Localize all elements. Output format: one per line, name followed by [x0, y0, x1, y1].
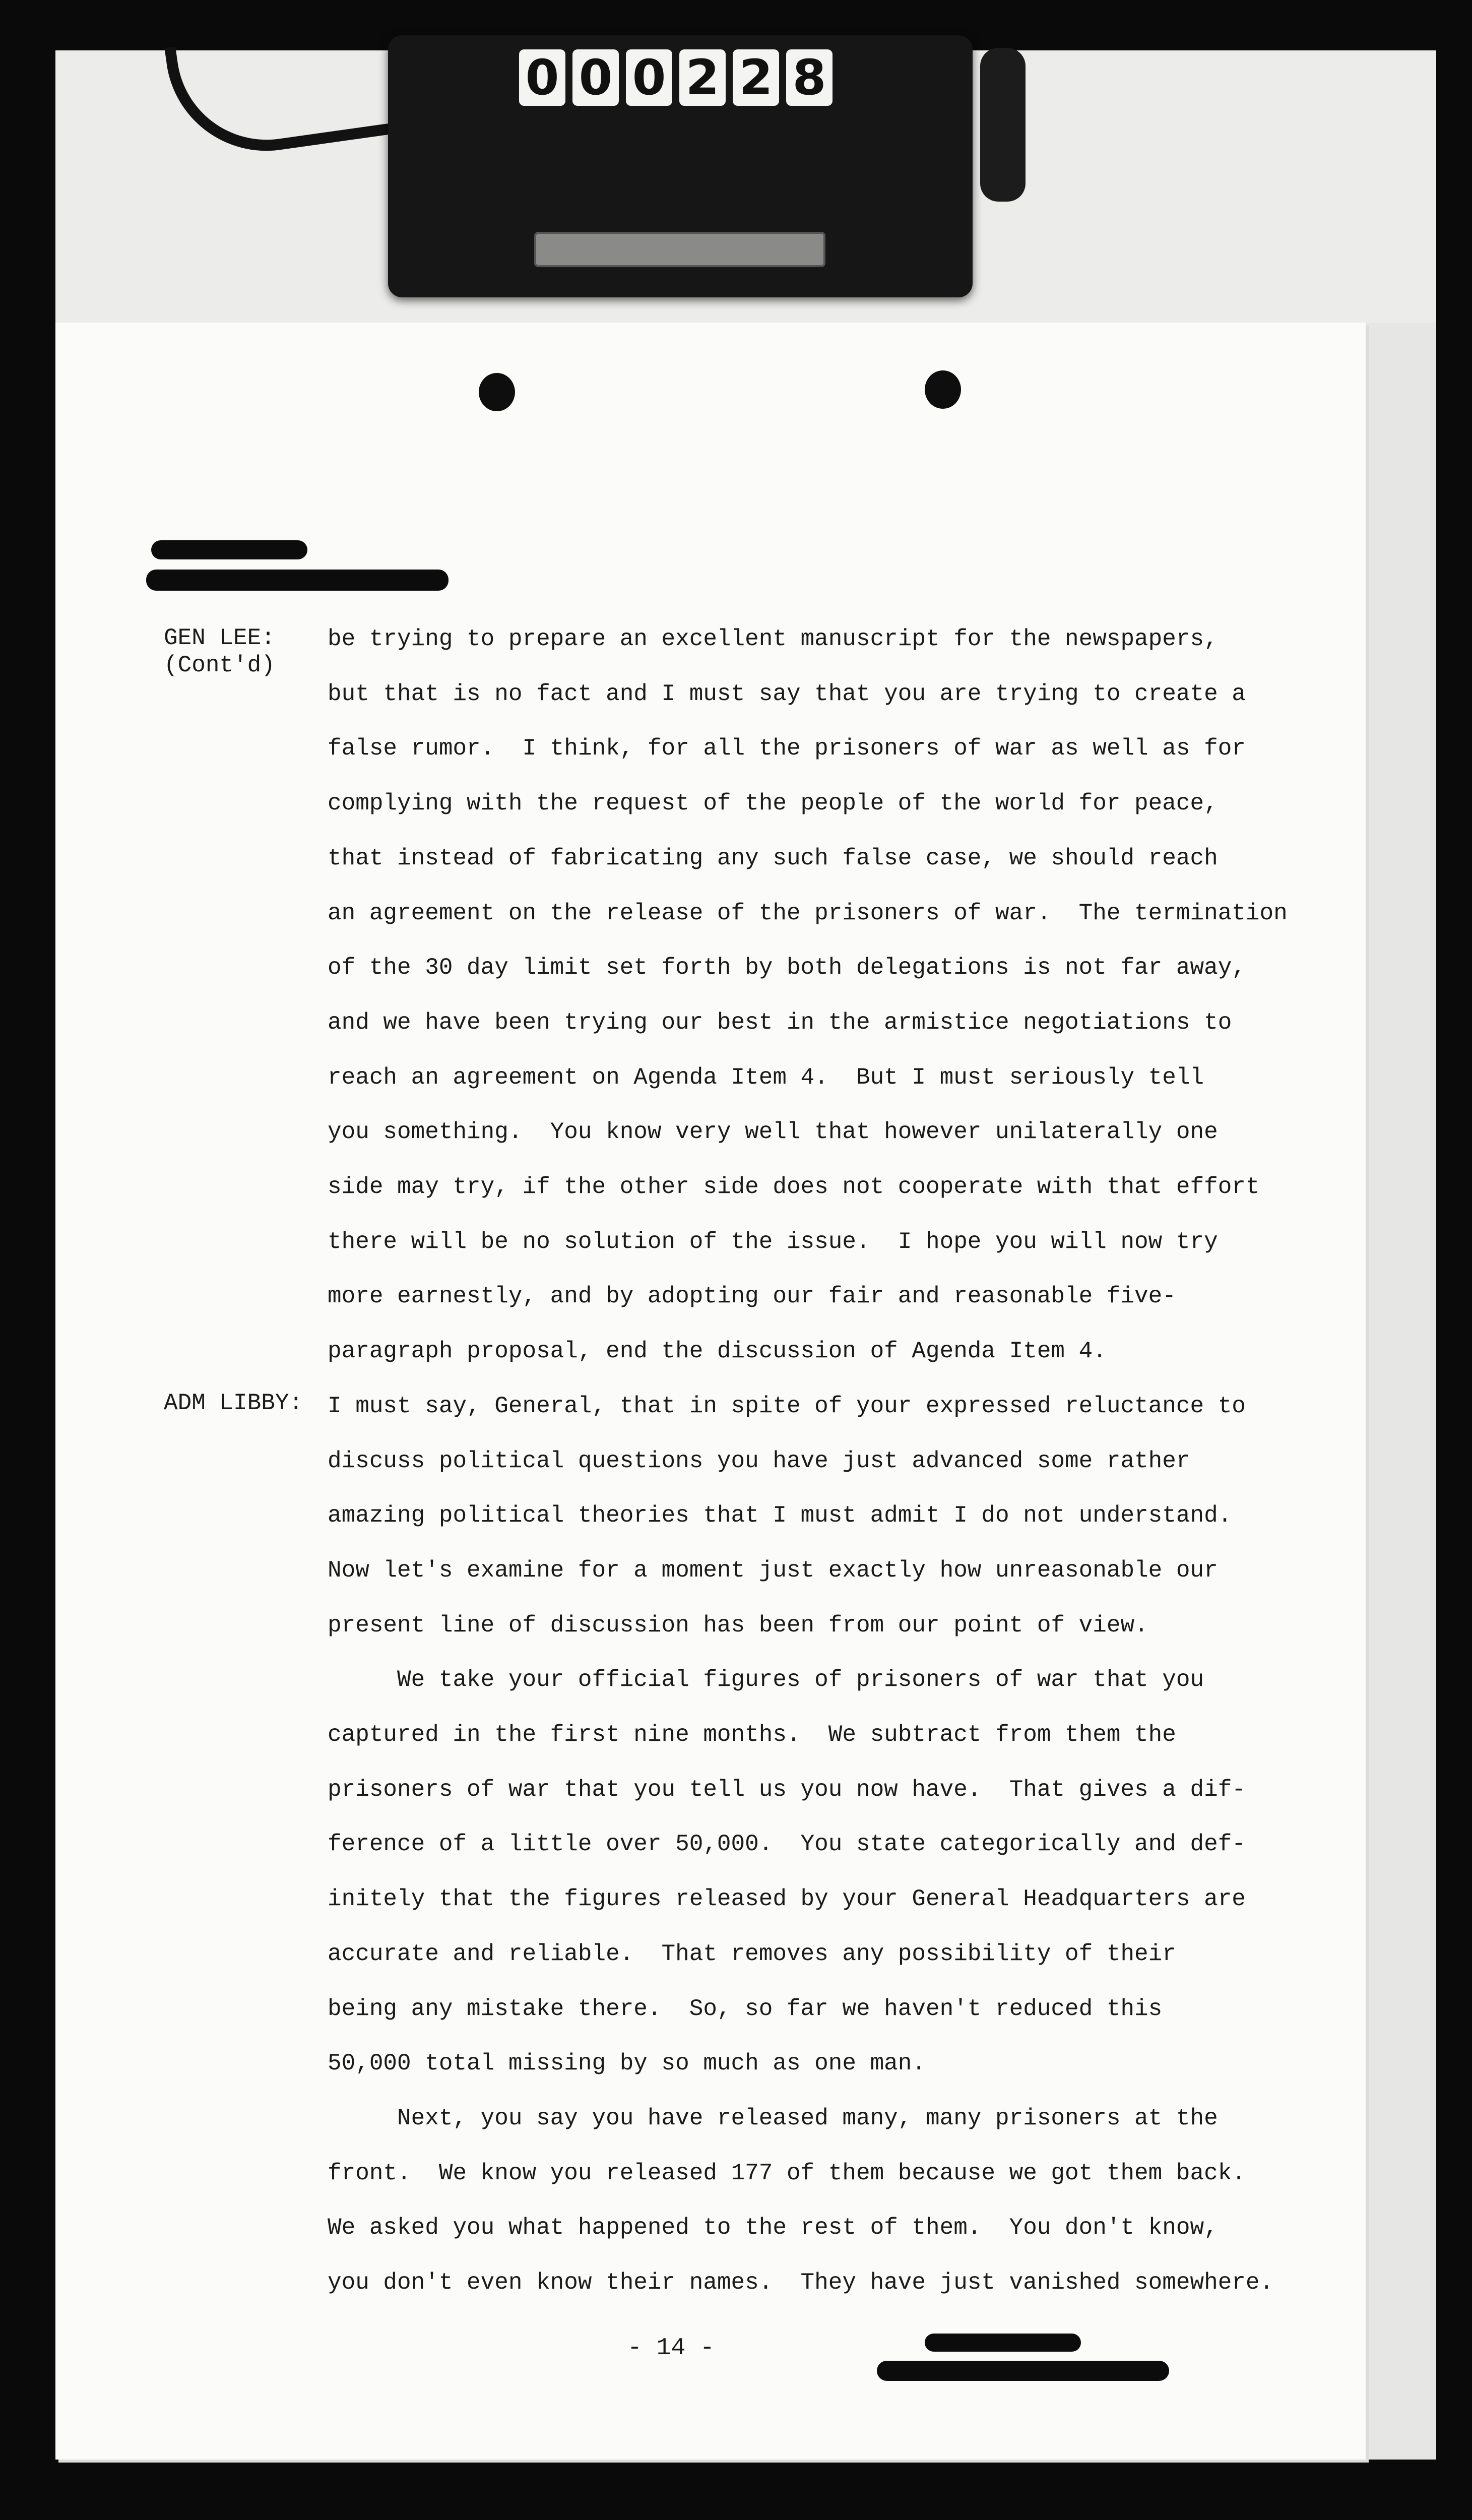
counter-digit: 2	[679, 49, 726, 106]
transcript-line: Now let's examine for a moment just exactly how unreasonable our	[328, 1557, 1218, 1584]
transcript-line: discuss political questions you have just advanced some rather	[328, 1448, 1190, 1474]
speaker-continued-note: (Cont'd)	[164, 652, 275, 678]
transcript-line: I must say, General, that in spite of your expressed reluctance to	[328, 1393, 1246, 1419]
redaction-bar-top-1	[151, 540, 307, 559]
counter-digit: 0	[572, 49, 619, 106]
transcript-line: captured in the first nine months. We subtract from them the	[328, 1722, 1176, 1748]
transcript-line: there will be no solution of the issue. I hope you will now try	[328, 1229, 1218, 1255]
speaker-label: ADM LIBBY:	[164, 1390, 303, 1416]
transcript-line: more earnestly, and by adopting our fair and reasonable five-	[328, 1283, 1176, 1309]
page-right-margin	[1366, 323, 1436, 2460]
transcript-line: paragraph proposal, end the discussion of Agenda Item 4.	[328, 1338, 1107, 1364]
transcript-line: 50,000 total missing by so much as one man.	[328, 2050, 926, 2076]
transcript-line: initely that the figures released by your General Headquarters are	[328, 1886, 1246, 1912]
transcript-line: being any mistake there. So, so far we haven't reduced this	[328, 1996, 1163, 2022]
transcript-line: present line of discussion has been from our point of view.	[328, 1612, 1148, 1639]
speaker-label: GEN LEE:	[164, 625, 275, 651]
redaction-bar-bottom-2	[877, 2361, 1169, 2381]
transcript-line: but that is no fact and I must say that you are trying to create a	[328, 681, 1246, 707]
transcript-line: front. We know you released 177 of them because we got them back.	[328, 2160, 1246, 2186]
transcript-line: complying with the request of the people of the world for peace,	[328, 790, 1218, 816]
transcript-line: side may try, if the other side does not cooperate with that effort	[328, 1174, 1260, 1200]
transcript-line: amazing political theories that I must admit I do not understand.	[328, 1502, 1232, 1529]
transcript-line: We take your official figures of prisoners of war that you	[328, 1667, 1204, 1693]
page-number: - 14 -	[627, 2335, 715, 2362]
transcript-line: reach an agreement on Agenda Item 4. But I must seriously tell	[328, 1064, 1204, 1091]
redaction-bar-top-2	[146, 570, 449, 591]
punch-hole-left	[479, 373, 515, 411]
transcript-line: false rumor. I think, for all the prisoners of war as well as for	[328, 735, 1246, 762]
transcript-line: and we have been trying our best in the armistice negotiations to	[328, 1010, 1232, 1036]
counter-plate	[534, 232, 825, 267]
counter-digit: 0	[519, 49, 565, 106]
transcript-line: Next, you say you have released many, many prisoners at the	[328, 2105, 1218, 2131]
transcript-line: you don't even know their names. They have just vanished somewhere.	[328, 2270, 1274, 2296]
transcript-line: you something. You know very well that however unilaterally one	[328, 1119, 1218, 1145]
counter-knob	[980, 48, 1026, 202]
transcript-line: We asked you what happened to the rest of them. You don't know,	[328, 2215, 1218, 2241]
transcript-line: an agreement on the release of the prisoners of war. The termination	[328, 900, 1288, 926]
counter-digit: 0	[626, 49, 672, 106]
document-page	[55, 323, 1366, 2460]
counter-digit: 2	[733, 49, 779, 106]
punch-hole-right	[925, 370, 961, 409]
transcript-line: of the 30 day limit set forth by both delegations is not far away,	[328, 955, 1246, 981]
redaction-bar-bottom-1	[925, 2334, 1081, 2352]
counter-digit: 8	[786, 49, 833, 106]
transcript-line: that instead of fabricating any such false case, we should reach	[328, 845, 1218, 871]
transcript-line: accurate and reliable. That removes any possibility of their	[328, 1941, 1176, 1967]
transcript-line: prisoners of war that you tell us you now have. That gives a dif-	[328, 1777, 1246, 1803]
frame-counter-digits	[519, 49, 833, 110]
transcript-line: be trying to prepare an excellent manuscript for the newspapers,	[328, 626, 1218, 652]
transcript-line: ference of a little over 50,000. You state categorically and def-	[328, 1831, 1246, 1857]
